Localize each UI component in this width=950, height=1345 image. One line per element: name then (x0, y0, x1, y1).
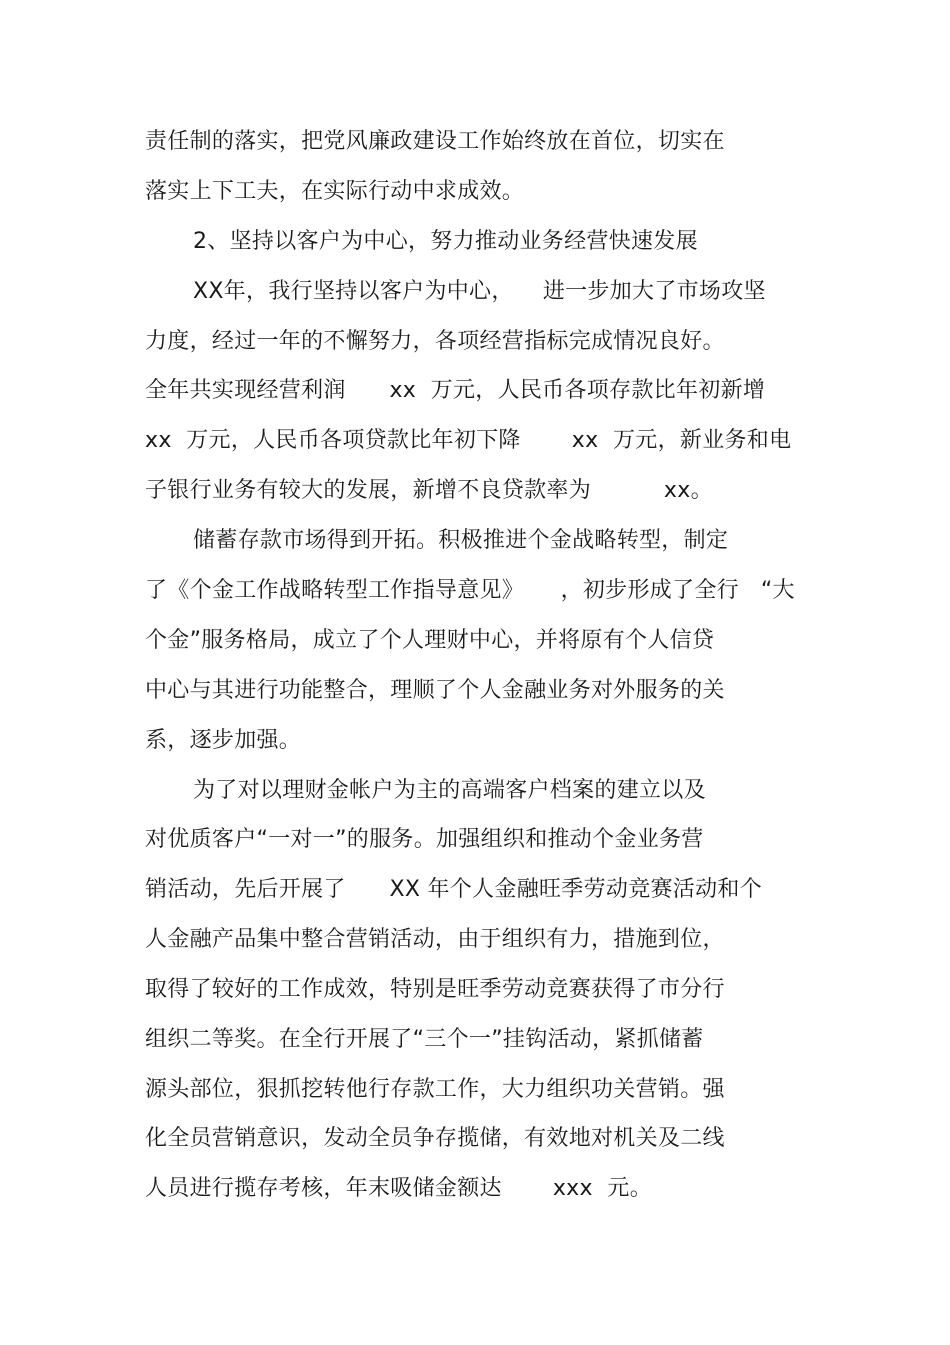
text-line: xx 万元，人民币各项贷款比年初下降 xx 万元，新业务和电 (145, 428, 792, 453)
text-line: 力度，经过一年的不懈努力，各项经营指标完成情况良好。 (145, 329, 725, 354)
text-line: 子银行业务有较大的发展，新增不良贷款率为 xx。 (145, 478, 713, 503)
section-heading: 2、坚持以客户为中心，努力推动业务经营快速发展 (193, 229, 698, 254)
text-line: 化全员营销意识，发动全员争存揽储，有效地对机关及二线 (145, 1126, 725, 1151)
text-line: XX年，我行坚持以客户为中心， 进一步加大了市场攻坚 (193, 279, 766, 304)
text-line: 为了对以理财金帐户为主的高端客户档案的建立以及 (193, 778, 706, 803)
text-line: 人员进行揽存考核，年末吸储金额达 xxx 元。 (145, 1176, 652, 1201)
text-line: 全年共实现经营利润 xx 万元，人民币各项存款比年初新增 (145, 378, 766, 403)
text-line: 组织二等奖。在全行开展了“三个一”挂钩活动，紧抓储蓄 (145, 1027, 704, 1052)
text-line: 系，逐步加强。 (145, 728, 302, 753)
text-line: 源头部位，狠抓挖转他行存款工作，大力组织功关营销。强 (145, 1077, 725, 1102)
text-line: 取得了较好的工作成效，特别是旺季劳动竞赛获得了市分行 (145, 977, 725, 1002)
text-line: 销活动，先后开展了 XX 年个人金融旺季劳动竞赛活动和个 (145, 877, 762, 902)
text-line: 中心与其进行功能整合，理顺了个人金融业务对外服务的关 (145, 678, 725, 703)
text-line: 了《个金工作战略转型工作指导意见》 ，初步形成了全行 “大 (145, 578, 795, 603)
text-line: 个金”服务格局，成立了个人理财中心，并将原有个人信贷 (145, 628, 715, 653)
text-line: 人金融产品集中整合营销活动，由于组织有力，措施到位， (145, 927, 725, 952)
text-line: 对优质客户“一对一”的服务。加强组织和推动个金业务营 (145, 827, 704, 852)
text-line: 责任制的落实，把党风廉政建设工作始终放在首位，切实在 (145, 129, 725, 154)
text-line: 储蓄存款市场得到开拓。积极推进个金战略转型，制定 (193, 528, 729, 553)
text-line: 落实上下工夫，在实际行动中求成效。 (145, 179, 525, 204)
